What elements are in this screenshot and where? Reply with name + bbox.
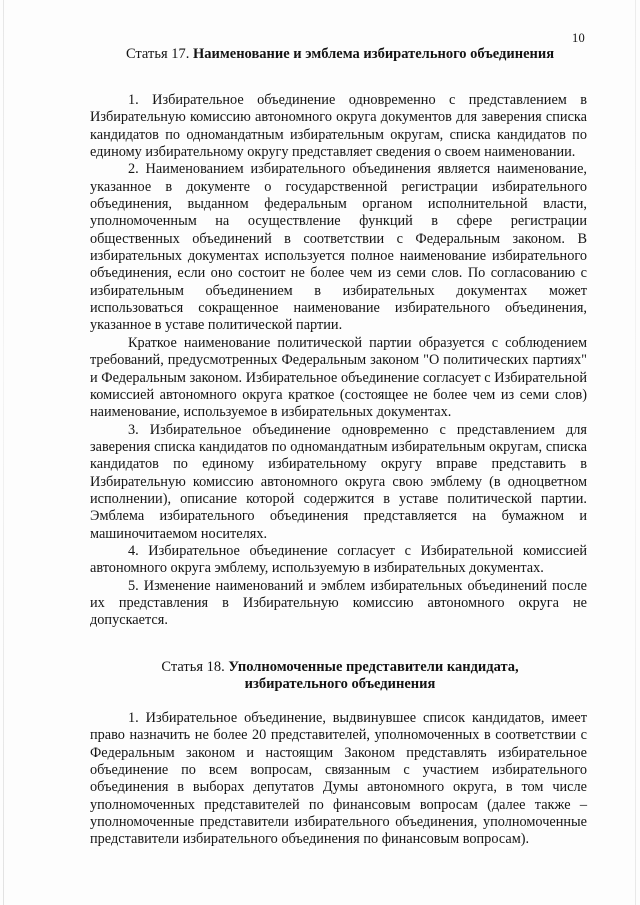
article-18-heading bbox=[90, 659, 590, 693]
article-17-prefix: Статья 17. bbox=[125, 46, 190, 62]
article-17-paragraph-1: 1. Избирательное объединение одновременно с представлением в Избирательную комиссию автономного округа документов для заверения списка кандидатов по одномандатным избирательным округам, списка кандидатов по единому избирательному округу представляет сведения о своем наименовании. bbox=[90, 92, 587, 161]
article-17-heading bbox=[90, 46, 590, 63]
article-17-body bbox=[90, 92, 587, 630]
article-18-title-line-1: Уполномоченные представители кандидата, bbox=[228, 659, 519, 675]
scan-edge-right bbox=[635, 0, 636, 905]
page-number: 10 bbox=[572, 31, 585, 45]
article-18-paragraph-1: 1. Избирательное объединение, выдвинувшее список кандидатов, имеет право назначить не более 20 представителей, уполномоченных в соответствии с Федеральным законом и настоящим Законом представлять избирательное объединение по всем вопросам, связанным с участием избирательного объединения в выборах депутатов Думы автономного округа, в том числе уполномоченных представителей по финансовым вопросам (далее также – уполномоченные представители избирательного объединения, уполномоченные представители избирательного объединения по финансовым вопросам). bbox=[90, 710, 587, 848]
article-17-paragraph-4: 3. Избирательное объединение одновременно с представлением для заверения списка кандидатов по одномандатным избирательным округам, списка кандидатов по единому избирательному округу вправе представить в Избирательную комиссию автономного округа свою эмблему (в одноцветном исполнении), описание которой содержится в уставе политической партии. Эмблема избирательного объединения представляется на бумажном и машиночитаемом носителях. bbox=[90, 421, 587, 542]
article-18-body bbox=[90, 710, 587, 849]
article-17-paragraph-5: 4. Избирательное объединение согласует с Избирательной комиссией автономного округа эмблему, используемую в избирательных документах. bbox=[90, 542, 587, 577]
scan-edge-left bbox=[3, 0, 4, 905]
article-18-heading-line-1 bbox=[90, 659, 590, 676]
article-17-paragraph-3: Краткое наименование политической партии образуется с соблюдением требований, предусмотренных Федеральным законом "О политических партиях" и Федеральным законом. Избирательное объединение согласует с Избирательной комиссией автономного округа краткое (состоящее не более чем из семи слов) наименование, используемое в избирательных документах. bbox=[90, 334, 587, 421]
article-18-title-line-2: избирательного объединения bbox=[244, 676, 436, 692]
article-17-paragraph-2: 2. Наименованием избирательного объединения является наименование, указанное в документе о государственной регистрации избирательного объединения, выданном федеральным органом исполнительной власти, уполномоченным на осуществление функций в сфере регистрации общественных объединений в соответствии с Федеральным законом. В избирательных документах используется полное наименование избирательного объединения, если оно состоит не более чем из семи слов. По согласованию с избирательным объединением в избирательных документах может использоваться сокращенное наименование избирательного объединения, указанное в уставе политической партии. bbox=[90, 161, 587, 334]
article-18-prefix: Статья 18. bbox=[161, 659, 225, 675]
article-17-paragraph-6: 5. Изменение наименований и эмблем избирательных объединений после их представления в Избирательную комиссию автономного округа не допускается. bbox=[90, 577, 587, 629]
article-17-title: Наименование и эмблема избирательного объединения bbox=[193, 46, 555, 62]
